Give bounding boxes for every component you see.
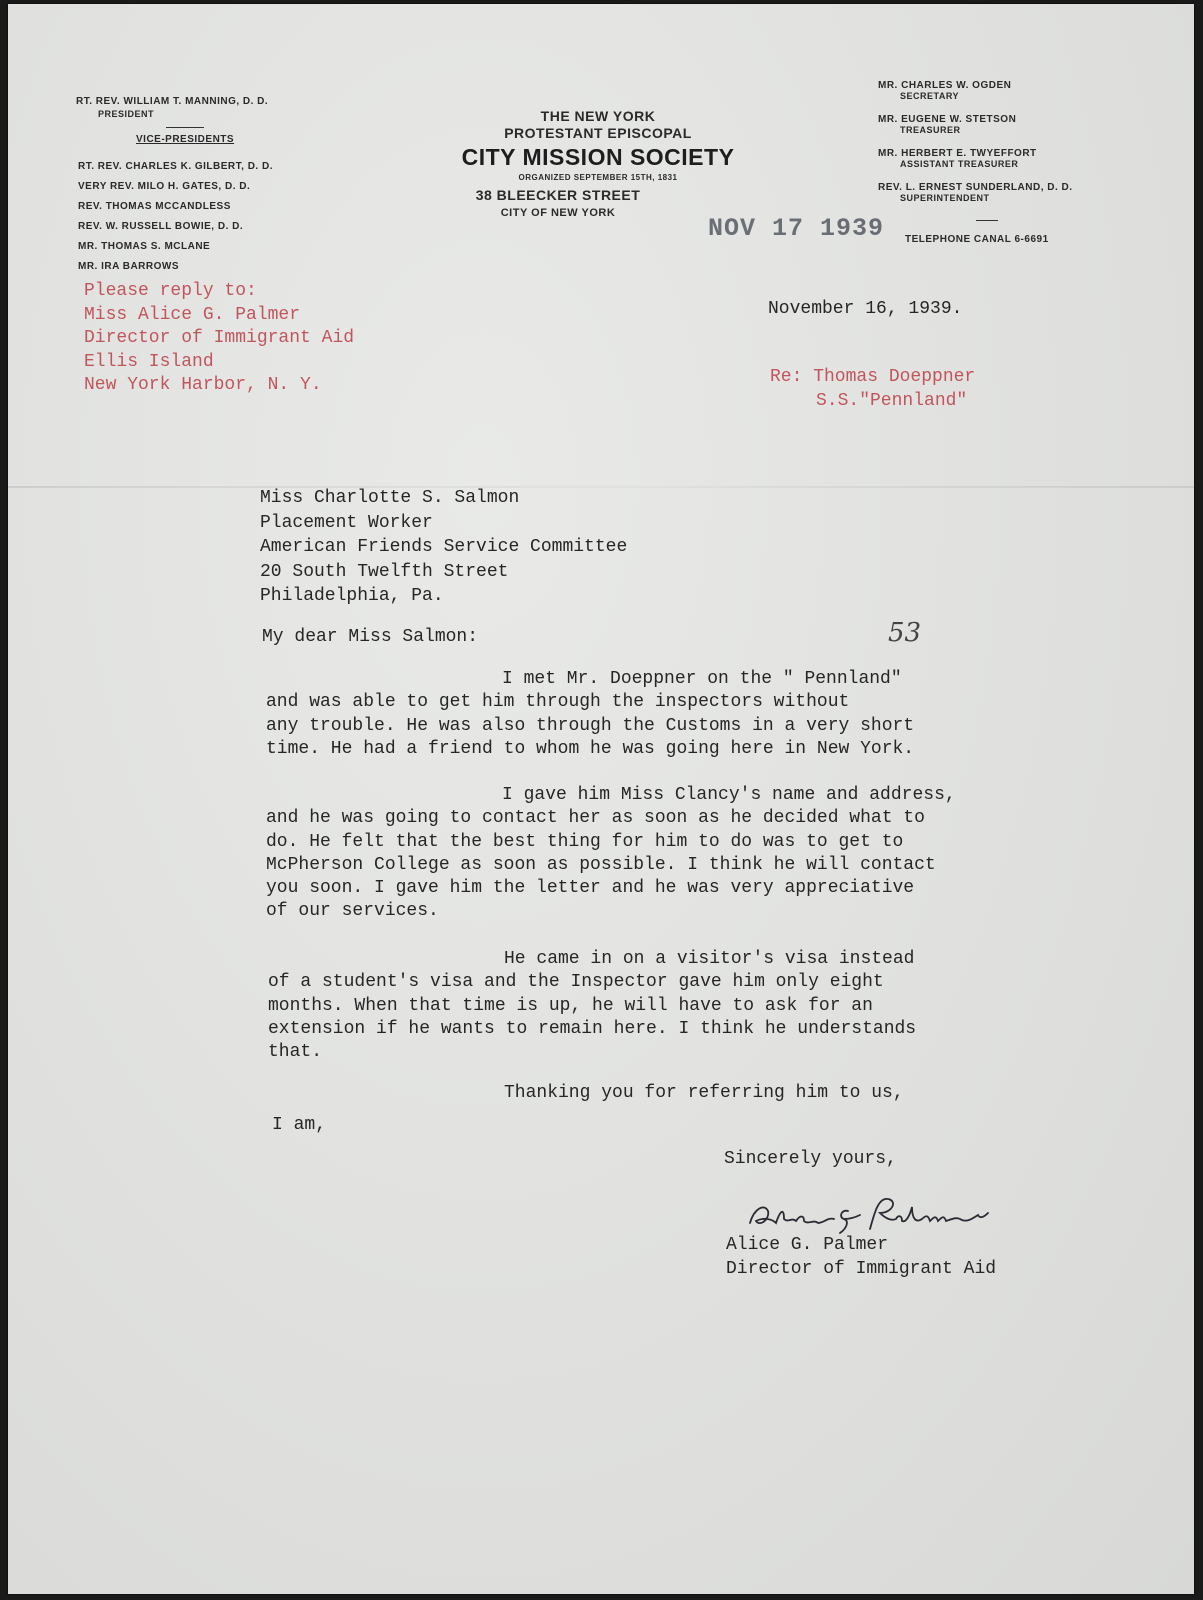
body-line: and was able to get him through the inspectors without	[266, 692, 850, 713]
officer-name: MR. EUGENE W. STETSON	[878, 114, 1017, 125]
signer-block	[726, 1234, 996, 1281]
reply-to-line: New York Harbor, N. Y.	[84, 375, 322, 395]
letterhead-rule	[976, 220, 998, 221]
body-line: you soon. I gave him the letter and he was very appreciative	[266, 878, 915, 899]
vice-president: REV. W. RUSSELL BOWIE, D. D.	[78, 221, 244, 232]
paragraph	[266, 784, 956, 924]
org-name: CITY MISSION SOCIETY	[461, 144, 735, 170]
signer-title: Director of Immigrant Aid	[726, 1258, 997, 1279]
closing: Sincerely yours,	[724, 1149, 897, 1169]
i-am-line: I am,	[272, 1115, 327, 1135]
vice-president: REV. THOMAS MCCANDLESS	[78, 201, 231, 212]
officer	[878, 182, 1073, 204]
body-line: I met Mr. Doeppner on the " Pennland"	[502, 669, 902, 689]
org-line-1: THE NEW YORK	[540, 108, 656, 124]
president-title: PRESIDENT	[98, 109, 155, 119]
addressee-line: Philadelphia, Pa.	[260, 586, 444, 606]
officer-title: SUPERINTENDENT	[900, 193, 990, 203]
org-street: 38 BLEECKER STREET	[475, 187, 641, 203]
addressee-block	[260, 486, 627, 609]
letterhead-rule	[166, 127, 204, 128]
body-line: and he was going to contact her as soon as he decided what to	[266, 808, 925, 829]
paragraph	[266, 668, 914, 761]
body-line: extension if he wants to remain here. I think he understands	[268, 1018, 917, 1039]
officer-name: MR. CHARLES W. OGDEN	[878, 80, 1012, 91]
addressee-line: 20 South Twelfth Street	[260, 561, 509, 582]
org-line-2: PROTESTANT EPISCOPAL	[504, 125, 692, 141]
re-line: S.S."Pennland"	[816, 390, 968, 411]
org-city: CITY OF NEW YORK	[500, 207, 616, 219]
vice-president: VERY REV. MILO H. GATES, D. D.	[78, 181, 251, 192]
body-line: do. He felt that the best thing for him to do was to get to	[266, 831, 904, 852]
thanks-line: Thanking you for referring him to us,	[504, 1083, 904, 1103]
reply-to-line: Miss Alice G. Palmer	[84, 304, 301, 325]
body-line: McPherson College as soon as possible. I think he will contact	[266, 854, 936, 875]
letterhead-officers	[878, 80, 1073, 204]
reply-to-line: Ellis Island	[84, 351, 214, 372]
reply-to-block	[84, 280, 354, 398]
body-line: He came in on a visitor's visa instead	[504, 949, 915, 969]
officer	[878, 148, 1073, 170]
letterhead-president	[76, 96, 268, 120]
body-line: any trouble. He was also through the Customs in a very short	[266, 715, 915, 736]
paragraph	[268, 948, 916, 1064]
handwritten-signature	[746, 1189, 996, 1239]
letter-date: November 16, 1939.	[768, 299, 963, 319]
re-block	[770, 366, 975, 413]
letter-page	[8, 4, 1194, 1594]
body-line: that.	[268, 1042, 323, 1063]
officer	[878, 114, 1073, 136]
body-line: I gave him Miss Clancy's name and address,	[502, 785, 956, 805]
president-name: RT. REV. WILLIAM T. MANNING, D. D.	[76, 96, 269, 107]
handwritten-annotation: 53	[888, 618, 922, 648]
addressee-line: Placement Worker	[260, 512, 433, 533]
salutation: My dear Miss Salmon:	[262, 627, 479, 647]
body-line: of our services.	[266, 901, 439, 922]
body-line: of a student's visa and the Inspector gave him only eight	[268, 972, 884, 993]
signer-name: Alice G. Palmer	[726, 1235, 889, 1255]
officer-title: TREASURER	[900, 125, 961, 135]
vice-presidents-list	[78, 157, 273, 277]
letterhead-center	[428, 108, 768, 220]
addressee-line: American Friends Service Committee	[260, 537, 628, 557]
telephone: TELEPHONE CANAL 6-6691	[905, 234, 1049, 245]
vice-presidents-heading: VICE-PRESIDENTS	[136, 134, 235, 145]
officer-title: SECRETARY	[900, 91, 960, 101]
addressee-line: Miss Charlotte S. Salmon	[260, 488, 520, 508]
officer-name: REV. L. ERNEST SUNDERLAND, D. D.	[878, 182, 1073, 193]
officer-name: MR. HERBERT E. TWYEFFORT	[878, 148, 1037, 159]
officer	[878, 80, 1073, 102]
vice-president: MR. IRA BARROWS	[78, 261, 180, 272]
reply-to-line: Director of Immigrant Aid	[84, 328, 355, 348]
vice-president: RT. REV. CHARLES K. GILBERT, D. D.	[78, 161, 273, 172]
officer-title: ASSISTANT TREASURER	[900, 159, 1019, 169]
vice-president: MR. THOMAS S. MCLANE	[78, 241, 211, 252]
re-line: Re: Thomas Doeppner	[770, 367, 976, 387]
org-founded: ORGANIZED SEPTEMBER 15TH, 1831	[518, 173, 678, 182]
reply-to-line: Please reply to:	[84, 281, 257, 301]
body-line: time. He had a friend to whom he was going here in New York.	[266, 738, 915, 759]
received-date-stamp: NOV 17 1939	[708, 214, 885, 243]
body-line: months. When that time is up, he will have to ask for an	[268, 995, 873, 1016]
